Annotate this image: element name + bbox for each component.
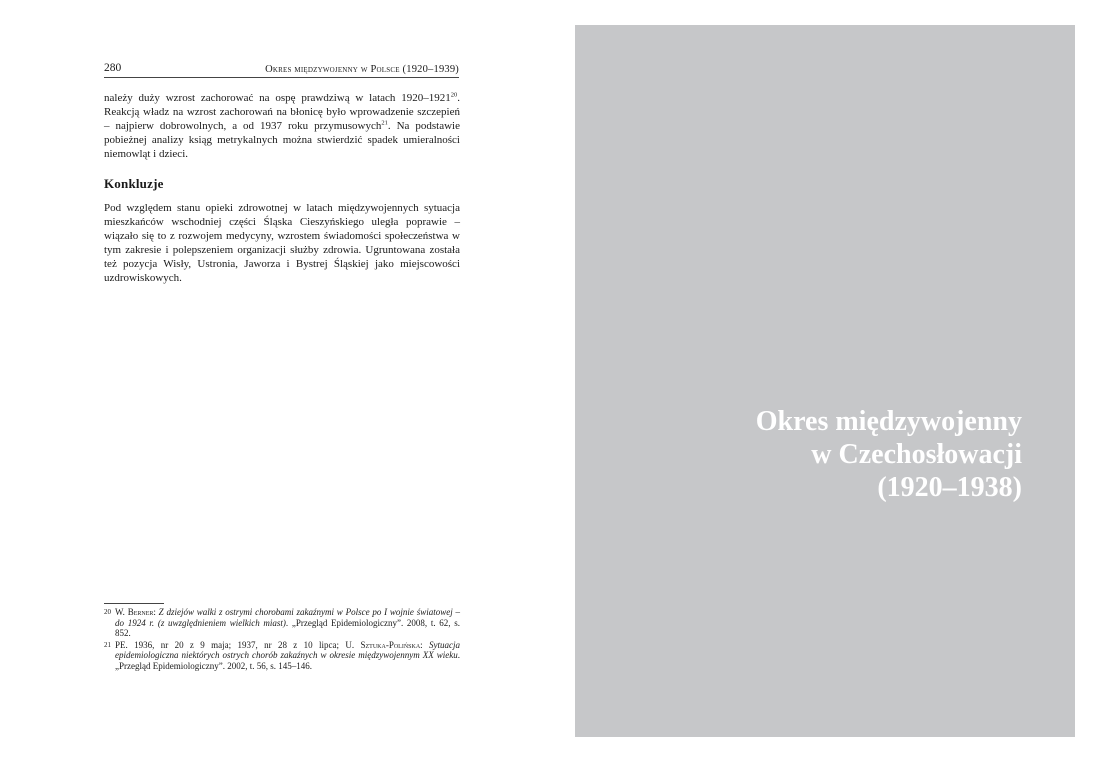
paragraph-text: należy duży wzrost zachorować na ospę prawdziwą w latach 1920–1921 — [104, 92, 451, 104]
part-title-line: Okres międzywojenny — [755, 406, 1022, 437]
footnote-reference: 20 — [450, 91, 458, 99]
footnotes — [104, 607, 460, 672]
conclusion-paragraph: Pod względem stanu opieki zdrowotnej w latach międzywojennych sytuacja mieszkańców wschodniej części Śląska Cieszyńskiego uległa poprawie – wiązało się to z rozwojem medycyny, wzrostem świadomości społeczeństwa w tym zakresie i polepszeniem organizacji służby zdrowia. Ugruntowana została też pozycja Wisły, Ustronia, Jaworza i Bystrej Śląskiej jako miejscowości uzdrowiskowych. — [104, 202, 460, 284]
part-title-line: w Czechosłowacji — [811, 439, 1022, 470]
paragraph-text: . Reakcją władz na wzrost zachorowań na błonicę było wprowadzenie szczepień – najpierw dobrowolnych, a od 1937 roku przymusowych — [104, 92, 460, 132]
footnote-source: . „Przegląd Epidemiologiczny”. 2002, t. 56, s. 145–146. — [115, 650, 460, 671]
footnote-divider — [104, 603, 164, 604]
footnote-number: 21 — [104, 640, 111, 649]
footnote-author: Sztuka-Polińska: — [360, 639, 423, 650]
section-heading: Konkluzje — [104, 176, 164, 191]
footnote-title: Z dziejów walki z ostrymi chorobami zakaźnymi w Polsce po I wojnie światowej – do 1924 r. (z uwzględnieniem wielkich miast) — [115, 607, 460, 628]
footnote-lead: PE. 1936, nr 20 z 9 maja; 1937, nr 28 z 10 lipca; U. — [115, 639, 355, 650]
footnote-reference: 21 — [381, 119, 388, 127]
running-head-title: Okres międzywojenny w Polsce (1920–1939) — [265, 64, 459, 75]
footnote-number: 20 — [104, 608, 111, 616]
page-number: 280 — [104, 62, 122, 74]
part-title — [756, 405, 1022, 504]
right-page — [550, 0, 1100, 762]
body-paragraph — [104, 91, 460, 161]
part-title-panel — [575, 25, 1075, 737]
footnote — [104, 607, 460, 639]
footnote-source: . „Przegląd Epidemiologiczny”. 2008, t. 62, s. 852. — [115, 617, 461, 638]
footnote — [104, 640, 460, 672]
part-title-line: (1920–1938) — [877, 472, 1022, 503]
footnote-author: W. Berner: — [115, 607, 156, 617]
running-head — [104, 62, 459, 78]
footnote-title: Sytuacja epidemiologiczna niektórych ostrych chorób zakaźnych w okresie międzywojennym XX wieku — [115, 639, 461, 660]
paragraph-text: . Na podstawie pobieżnej analizy ksiąg metrykalnych można stwierdzić spadek umieralności niemowląt i dzieci. — [104, 120, 460, 160]
